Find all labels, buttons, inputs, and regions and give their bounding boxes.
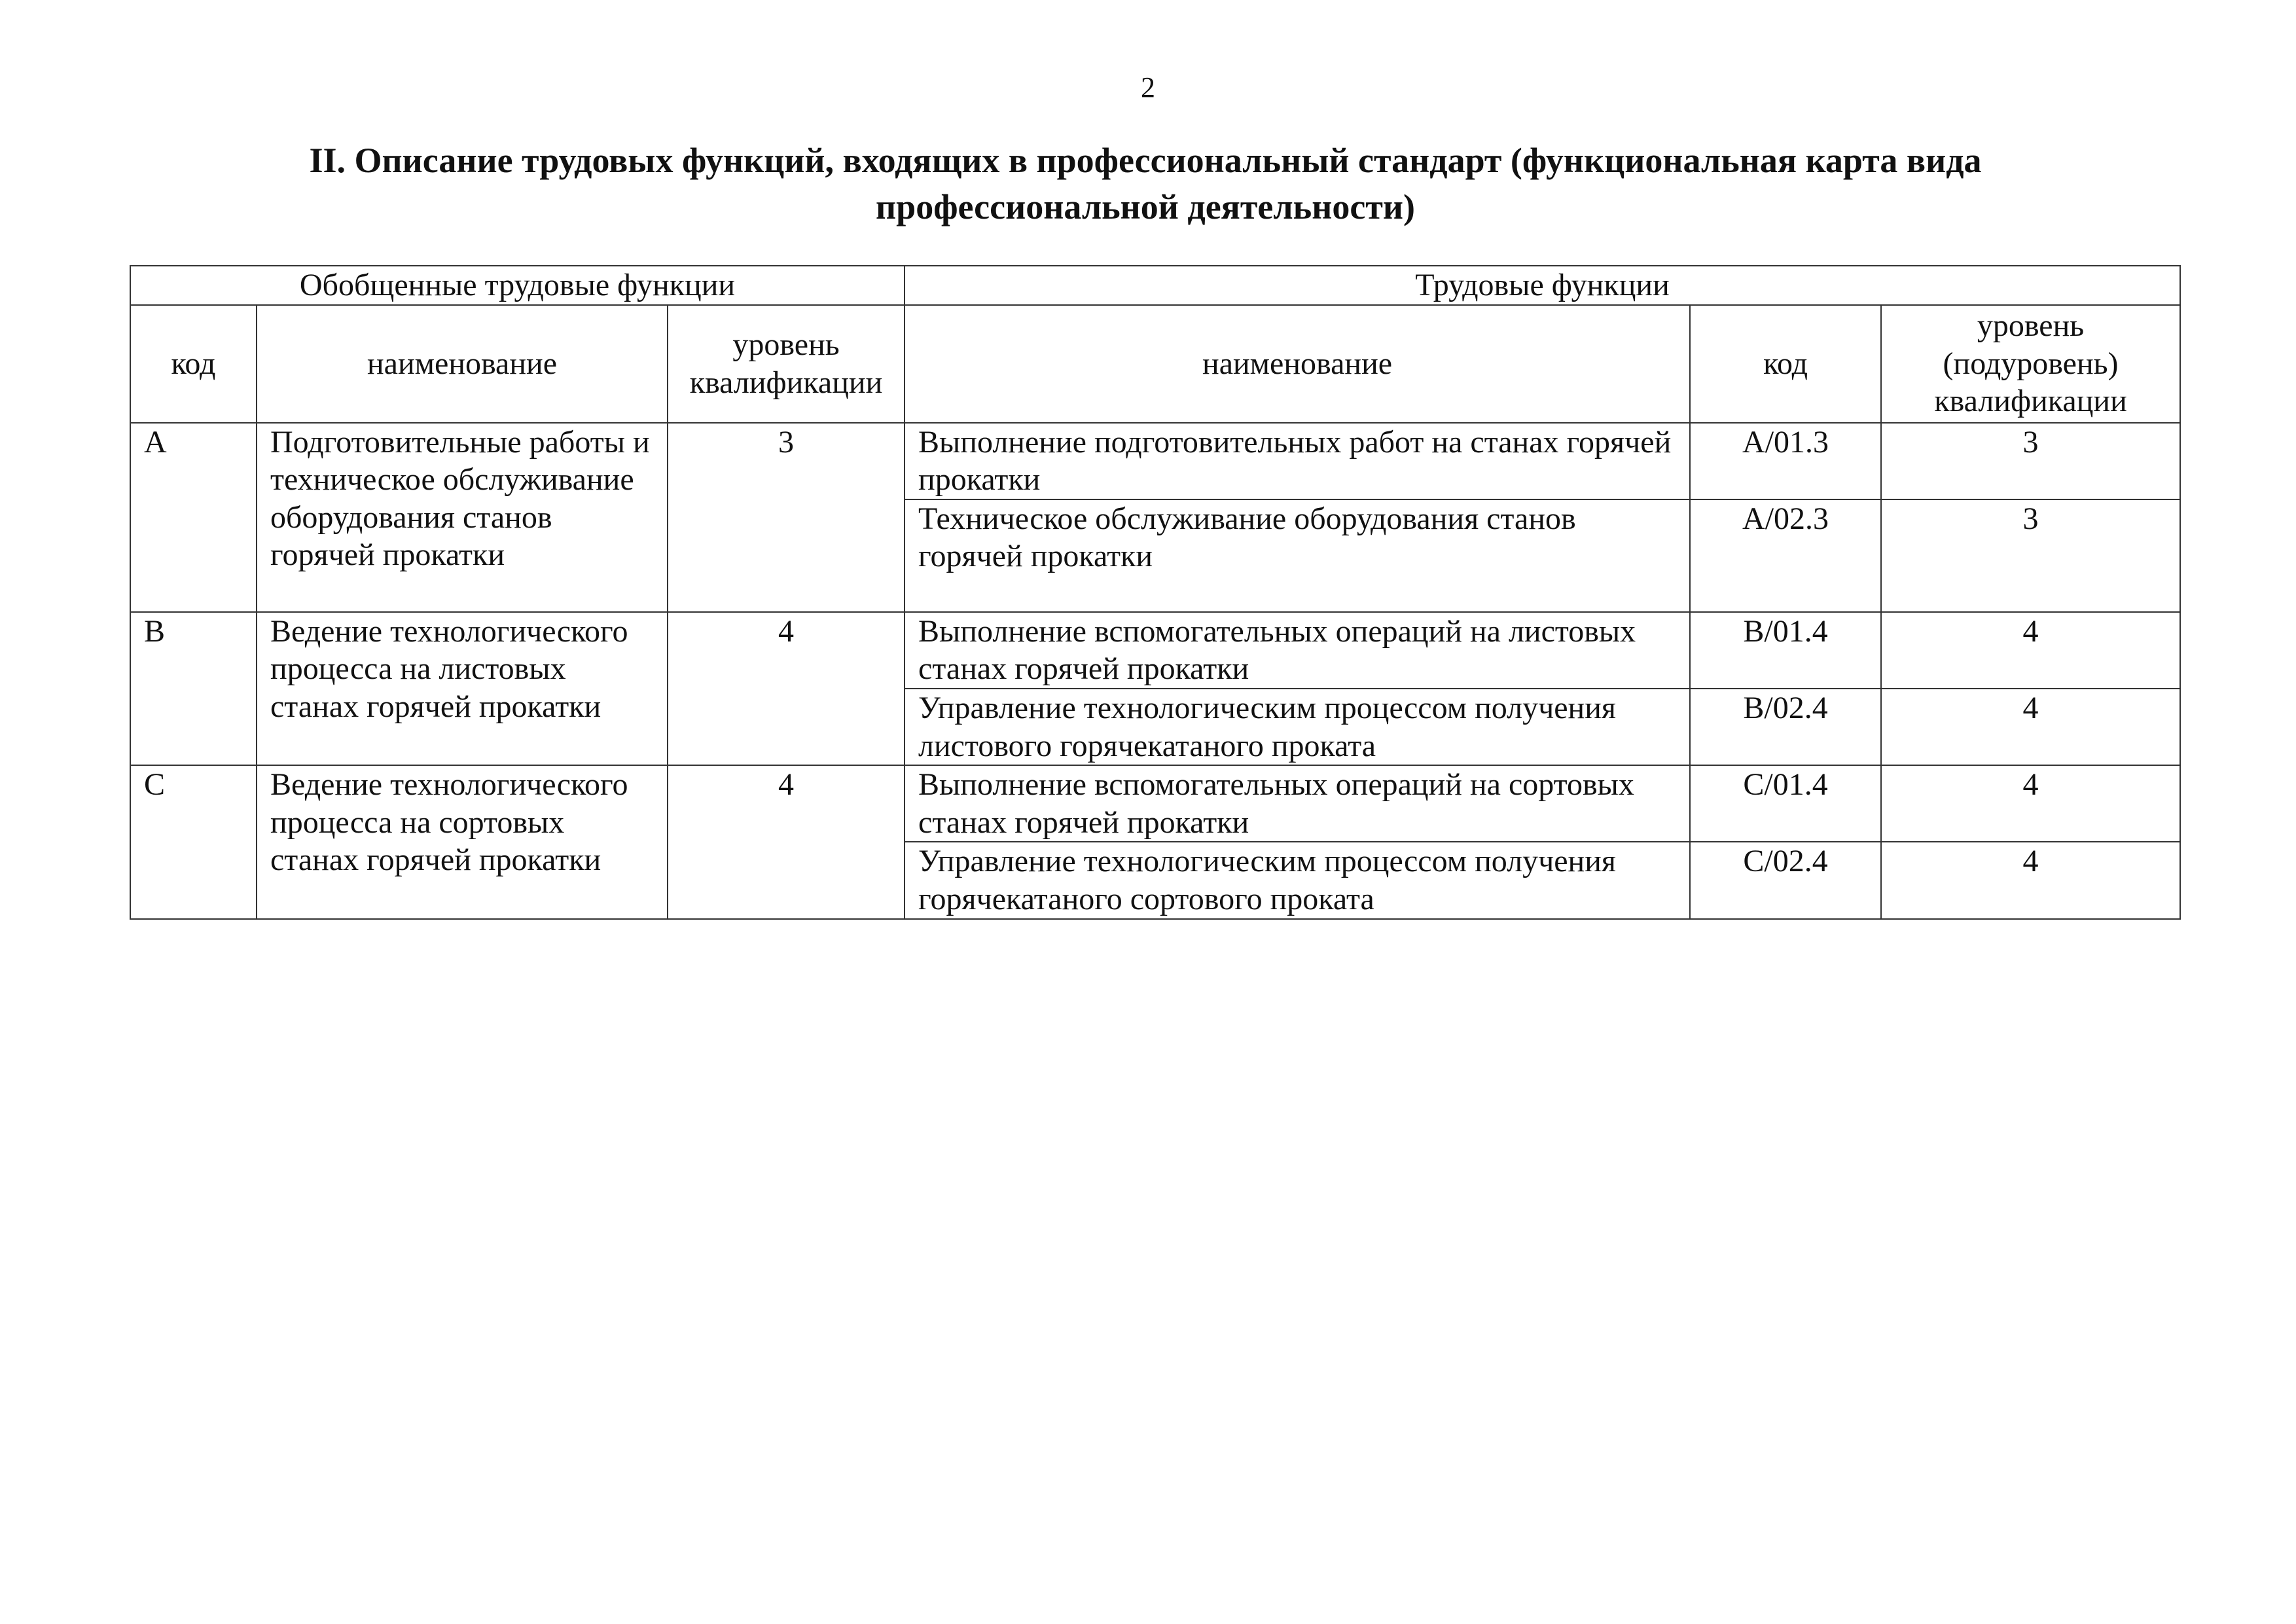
labor-function-code: B/02.4 (1690, 689, 1881, 765)
gen-function-level: 4 (668, 765, 905, 918)
gen-function-code: C (130, 765, 257, 918)
labor-function-code: C/01.4 (1690, 765, 1881, 842)
gen-function-name: Ведение технологического процесса на сортовых станах горячей прокатки (257, 765, 668, 918)
page-number: 2 (1141, 71, 1155, 103)
page-title: II. Описание трудовых функций, входящих в профессиональный стандарт (функциональная карта вида профессиональной деятельности) (309, 141, 1982, 227)
column-header-row (130, 305, 2180, 423)
labor-function-level: 4 (1881, 689, 2180, 765)
gen-function-name: Подготовительные работы и техническое обслуживание оборудования станов горячей прокатки (257, 423, 668, 612)
table-row (130, 765, 2180, 842)
column-header-tf-code: код (1690, 305, 1881, 423)
column-header-tf-name: наименование (905, 305, 1690, 423)
generalized-functions-header: Обобщенные трудовые функции (130, 266, 905, 305)
labor-function-name: Управление технологическим процессом получения горячекатаного сортового проката (905, 842, 1690, 918)
gen-function-code: B (130, 612, 257, 765)
labor-functions-header: Трудовые функции (905, 266, 2180, 305)
labor-function-code: C/02.4 (1690, 842, 1881, 918)
labor-function-code: A/02.3 (1690, 499, 1881, 612)
gen-function-code: A (130, 423, 257, 612)
table-row (130, 423, 2180, 499)
labor-function-level: 3 (1881, 423, 2180, 499)
column-header-tf-level: уровень (подуровень) квалификации (1881, 305, 2180, 423)
column-header-gen-name: наименование (257, 305, 668, 423)
labor-function-name: Выполнение вспомогательных операций на листовых станах горячей прокатки (905, 612, 1690, 689)
gen-function-level: 4 (668, 612, 905, 765)
gen-function-level: 3 (668, 423, 905, 612)
labor-function-code: B/01.4 (1690, 612, 1881, 689)
functional-map-table (130, 265, 2181, 920)
labor-function-level: 4 (1881, 765, 2180, 842)
labor-function-name: Техническое обслуживание оборудования станов горячей прокатки (905, 499, 1690, 612)
gen-function-name: Ведение технологического процесса на листовых станах горячей прокатки (257, 612, 668, 765)
labor-function-level: 4 (1881, 842, 2180, 918)
labor-function-name: Выполнение вспомогательных операций на сортовых станах горячей прокатки (905, 765, 1690, 842)
column-header-gen-code: код (130, 305, 257, 423)
column-header-gen-level: уровень квалификации (668, 305, 905, 423)
labor-function-level: 3 (1881, 499, 2180, 612)
group-header-row (130, 266, 2180, 305)
table-row (130, 612, 2180, 689)
labor-function-name: Управление технологическим процессом получения листового горячекатаного проката (905, 689, 1690, 765)
labor-function-name: Выполнение подготовительных работ на станах горячей прокатки (905, 423, 1690, 499)
labor-function-code: A/01.3 (1690, 423, 1881, 499)
labor-function-level: 4 (1881, 612, 2180, 689)
